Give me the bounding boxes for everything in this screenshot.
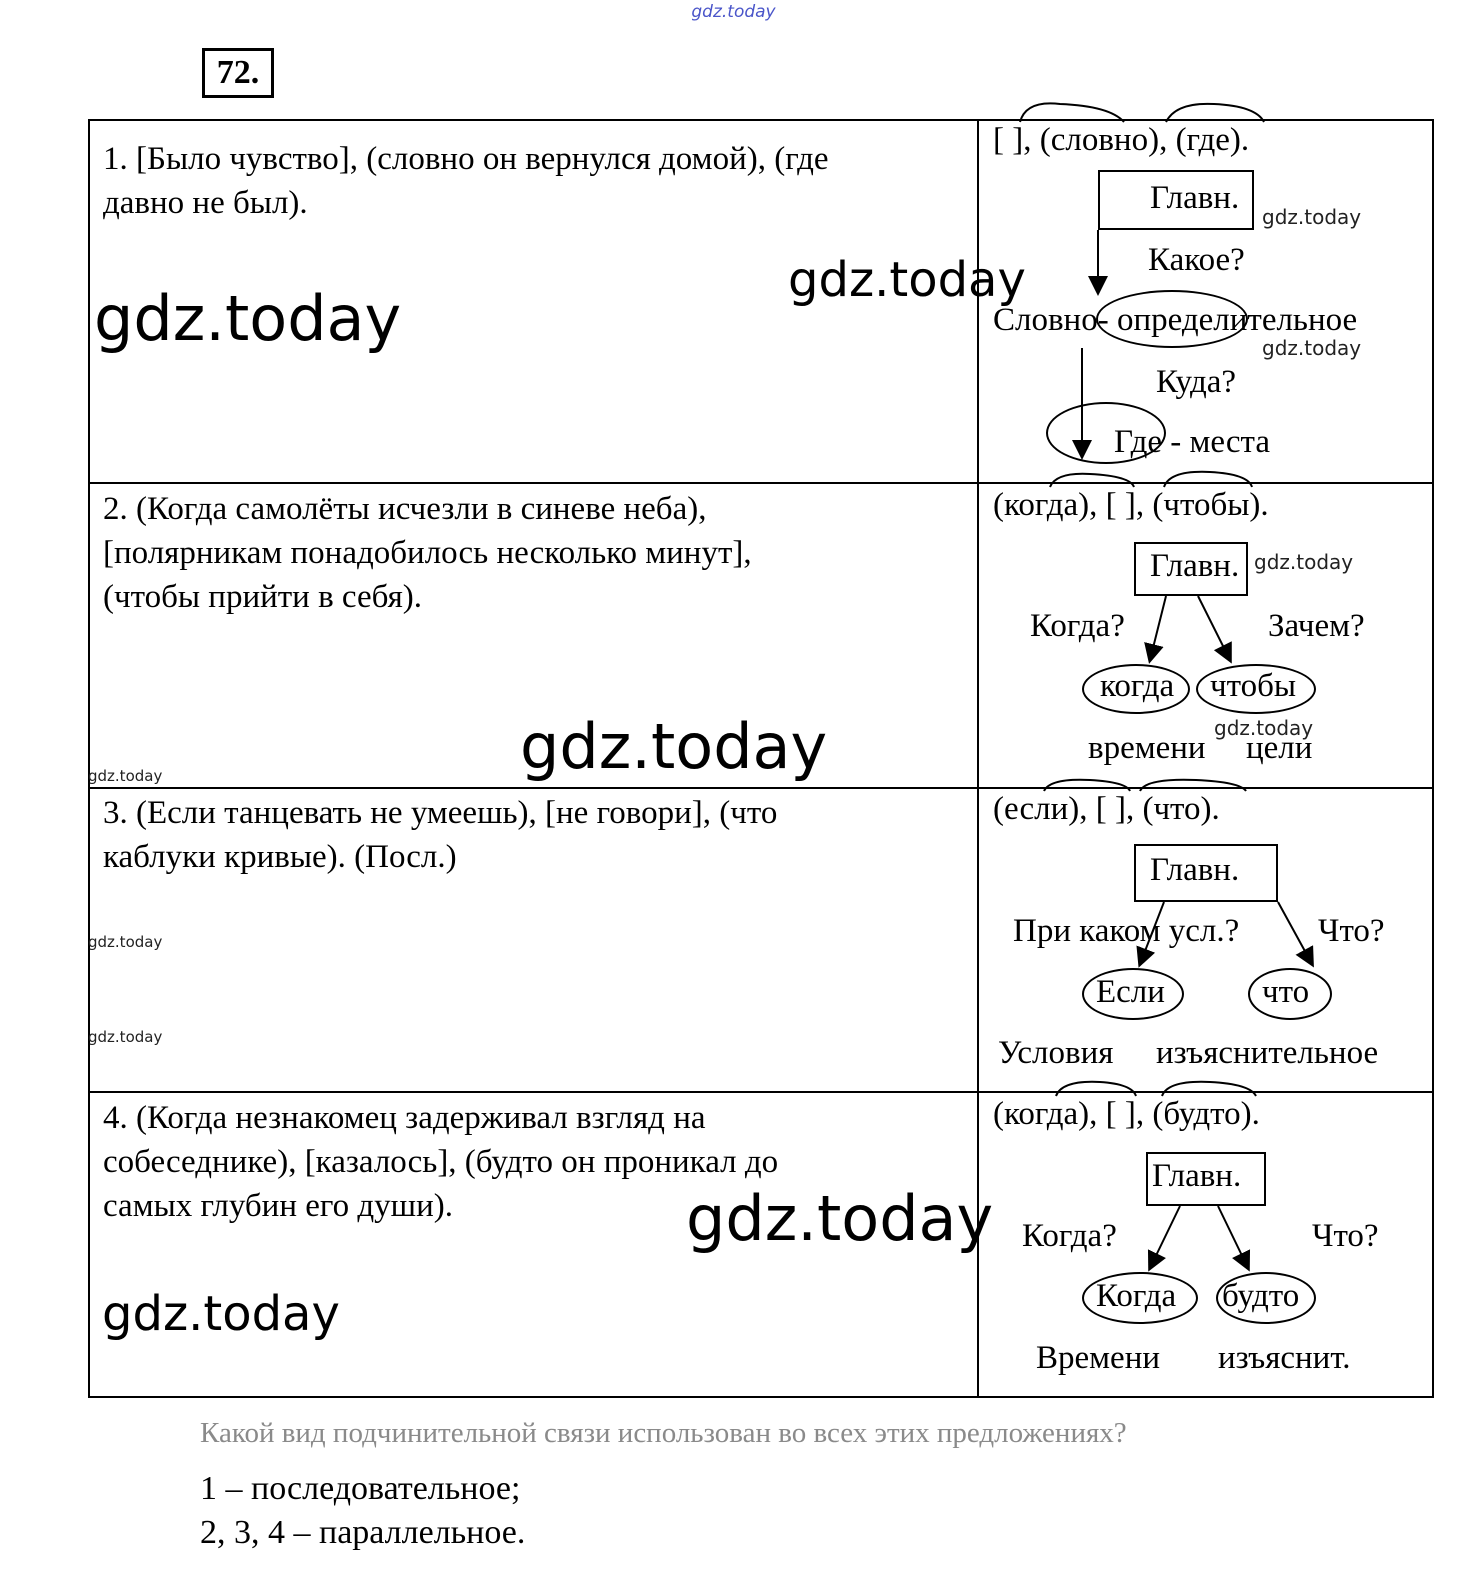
- watermark: gdz.today: [1262, 336, 1362, 360]
- sentence-line: самых глубин его души).: [103, 1188, 453, 1224]
- conjunction-label: чтобы: [1210, 668, 1297, 704]
- watermark: gdz.today: [1262, 205, 1362, 229]
- question-label: При каком усл.?: [1013, 913, 1240, 949]
- conjunction-label: Когда: [1096, 1278, 1177, 1314]
- conjunction-label: будто: [1222, 1278, 1300, 1314]
- watermark: gdz.today: [88, 1028, 163, 1046]
- scheme-4: (когда), [ ], (будто).: [993, 1096, 1260, 1132]
- main-clause-label: Главн.: [1150, 852, 1240, 888]
- arrow: [1218, 1206, 1248, 1268]
- clause-type-label: изъяснит.: [1218, 1340, 1351, 1376]
- watermark: gdz.today: [1254, 550, 1354, 574]
- scheme-1: [ ], (словно), (где).: [993, 122, 1250, 158]
- clause-type-label: цели: [1246, 730, 1313, 766]
- connection-arc: [1162, 1082, 1256, 1096]
- main-clause-label: Главн.: [1152, 1158, 1242, 1194]
- top-watermark: gdz.today: [691, 2, 776, 22]
- watermark: gdz.today: [102, 1286, 340, 1342]
- arrow: [1150, 596, 1166, 660]
- clause-type-label: времени: [1088, 730, 1206, 766]
- connection-arc: [1164, 472, 1252, 487]
- answer-line: 2, 3, 4 – параллельное.: [200, 1514, 526, 1551]
- connection-arc: [1166, 104, 1264, 122]
- watermark: gdz.today: [788, 252, 1026, 308]
- question-label: Что?: [1312, 1218, 1379, 1254]
- question-text: Какой вид подчинительной связи использован во всех этих предложениях?: [200, 1417, 1127, 1449]
- sentence-line: собеседнике), [казалось], (будто он проникал до: [103, 1144, 779, 1180]
- arrow: [1150, 1206, 1180, 1268]
- sentence-line: каблуки кривые). (Посл.): [103, 839, 457, 875]
- question-label: Зачем?: [1268, 608, 1365, 644]
- scheme-2: (когда), [ ], (чтобы).: [993, 487, 1269, 523]
- conjunction-label: что: [1262, 974, 1310, 1010]
- question-label: Какое?: [1148, 242, 1245, 278]
- watermark: gdz.today: [88, 767, 163, 785]
- clause-type-label: изъяснительное: [1156, 1035, 1379, 1071]
- sentence-line: 1. [Было чувство], (словно он вернулся домой), (где: [103, 141, 829, 177]
- watermark: gdz.today: [94, 282, 402, 355]
- connection-arc: [1044, 780, 1130, 791]
- clause-type-label: Где - места: [1114, 424, 1270, 460]
- main-clause-label: Главн.: [1150, 548, 1240, 584]
- question-label: Куда?: [1156, 364, 1237, 400]
- sentence-line: 3. (Если танцевать не умеешь), [не говори], (что: [103, 795, 778, 831]
- sentence-line: давно не был).: [103, 185, 308, 221]
- clause-type-label: Времени: [1036, 1340, 1161, 1376]
- arrow: [1198, 596, 1230, 660]
- sentence-line: (чтобы прийти в себя).: [103, 579, 423, 615]
- question-label: Когда?: [1022, 1218, 1117, 1254]
- connection-arc: [1020, 103, 1124, 122]
- watermark: gdz.today: [686, 1182, 994, 1255]
- conjunction-label: Если: [1096, 974, 1165, 1010]
- sentence-line: 2. (Когда самолёты исчезли в синеве неба),: [103, 491, 707, 527]
- connection-arc: [1056, 1082, 1136, 1096]
- clause-type-label: Словно- определительное: [993, 302, 1358, 338]
- conjunction-label: когда: [1100, 668, 1175, 704]
- exercise-number: 72.: [202, 48, 274, 98]
- question-label: Когда?: [1030, 608, 1125, 644]
- sentence-line: [полярникам понадобилось несколько минут],: [103, 535, 752, 571]
- arrow: [1140, 902, 1164, 964]
- question-label: Что?: [1318, 913, 1385, 949]
- main-clause-label: Главн.: [1150, 180, 1240, 216]
- watermark: gdz.today: [520, 710, 828, 783]
- watermark: gdz.today: [1214, 716, 1314, 740]
- arrow: [1278, 902, 1312, 964]
- watermark: gdz.today: [88, 933, 163, 951]
- connection-arc: [1140, 780, 1246, 791]
- sentence-line: 4. (Когда незнакомец задерживал взгляд на: [103, 1100, 706, 1136]
- scheme-3: (если), [ ], (что).: [993, 791, 1220, 827]
- connection-arc: [1050, 474, 1134, 487]
- answer-line: 1 – последовательное;: [200, 1470, 521, 1507]
- clause-type-label: Условия: [998, 1035, 1114, 1071]
